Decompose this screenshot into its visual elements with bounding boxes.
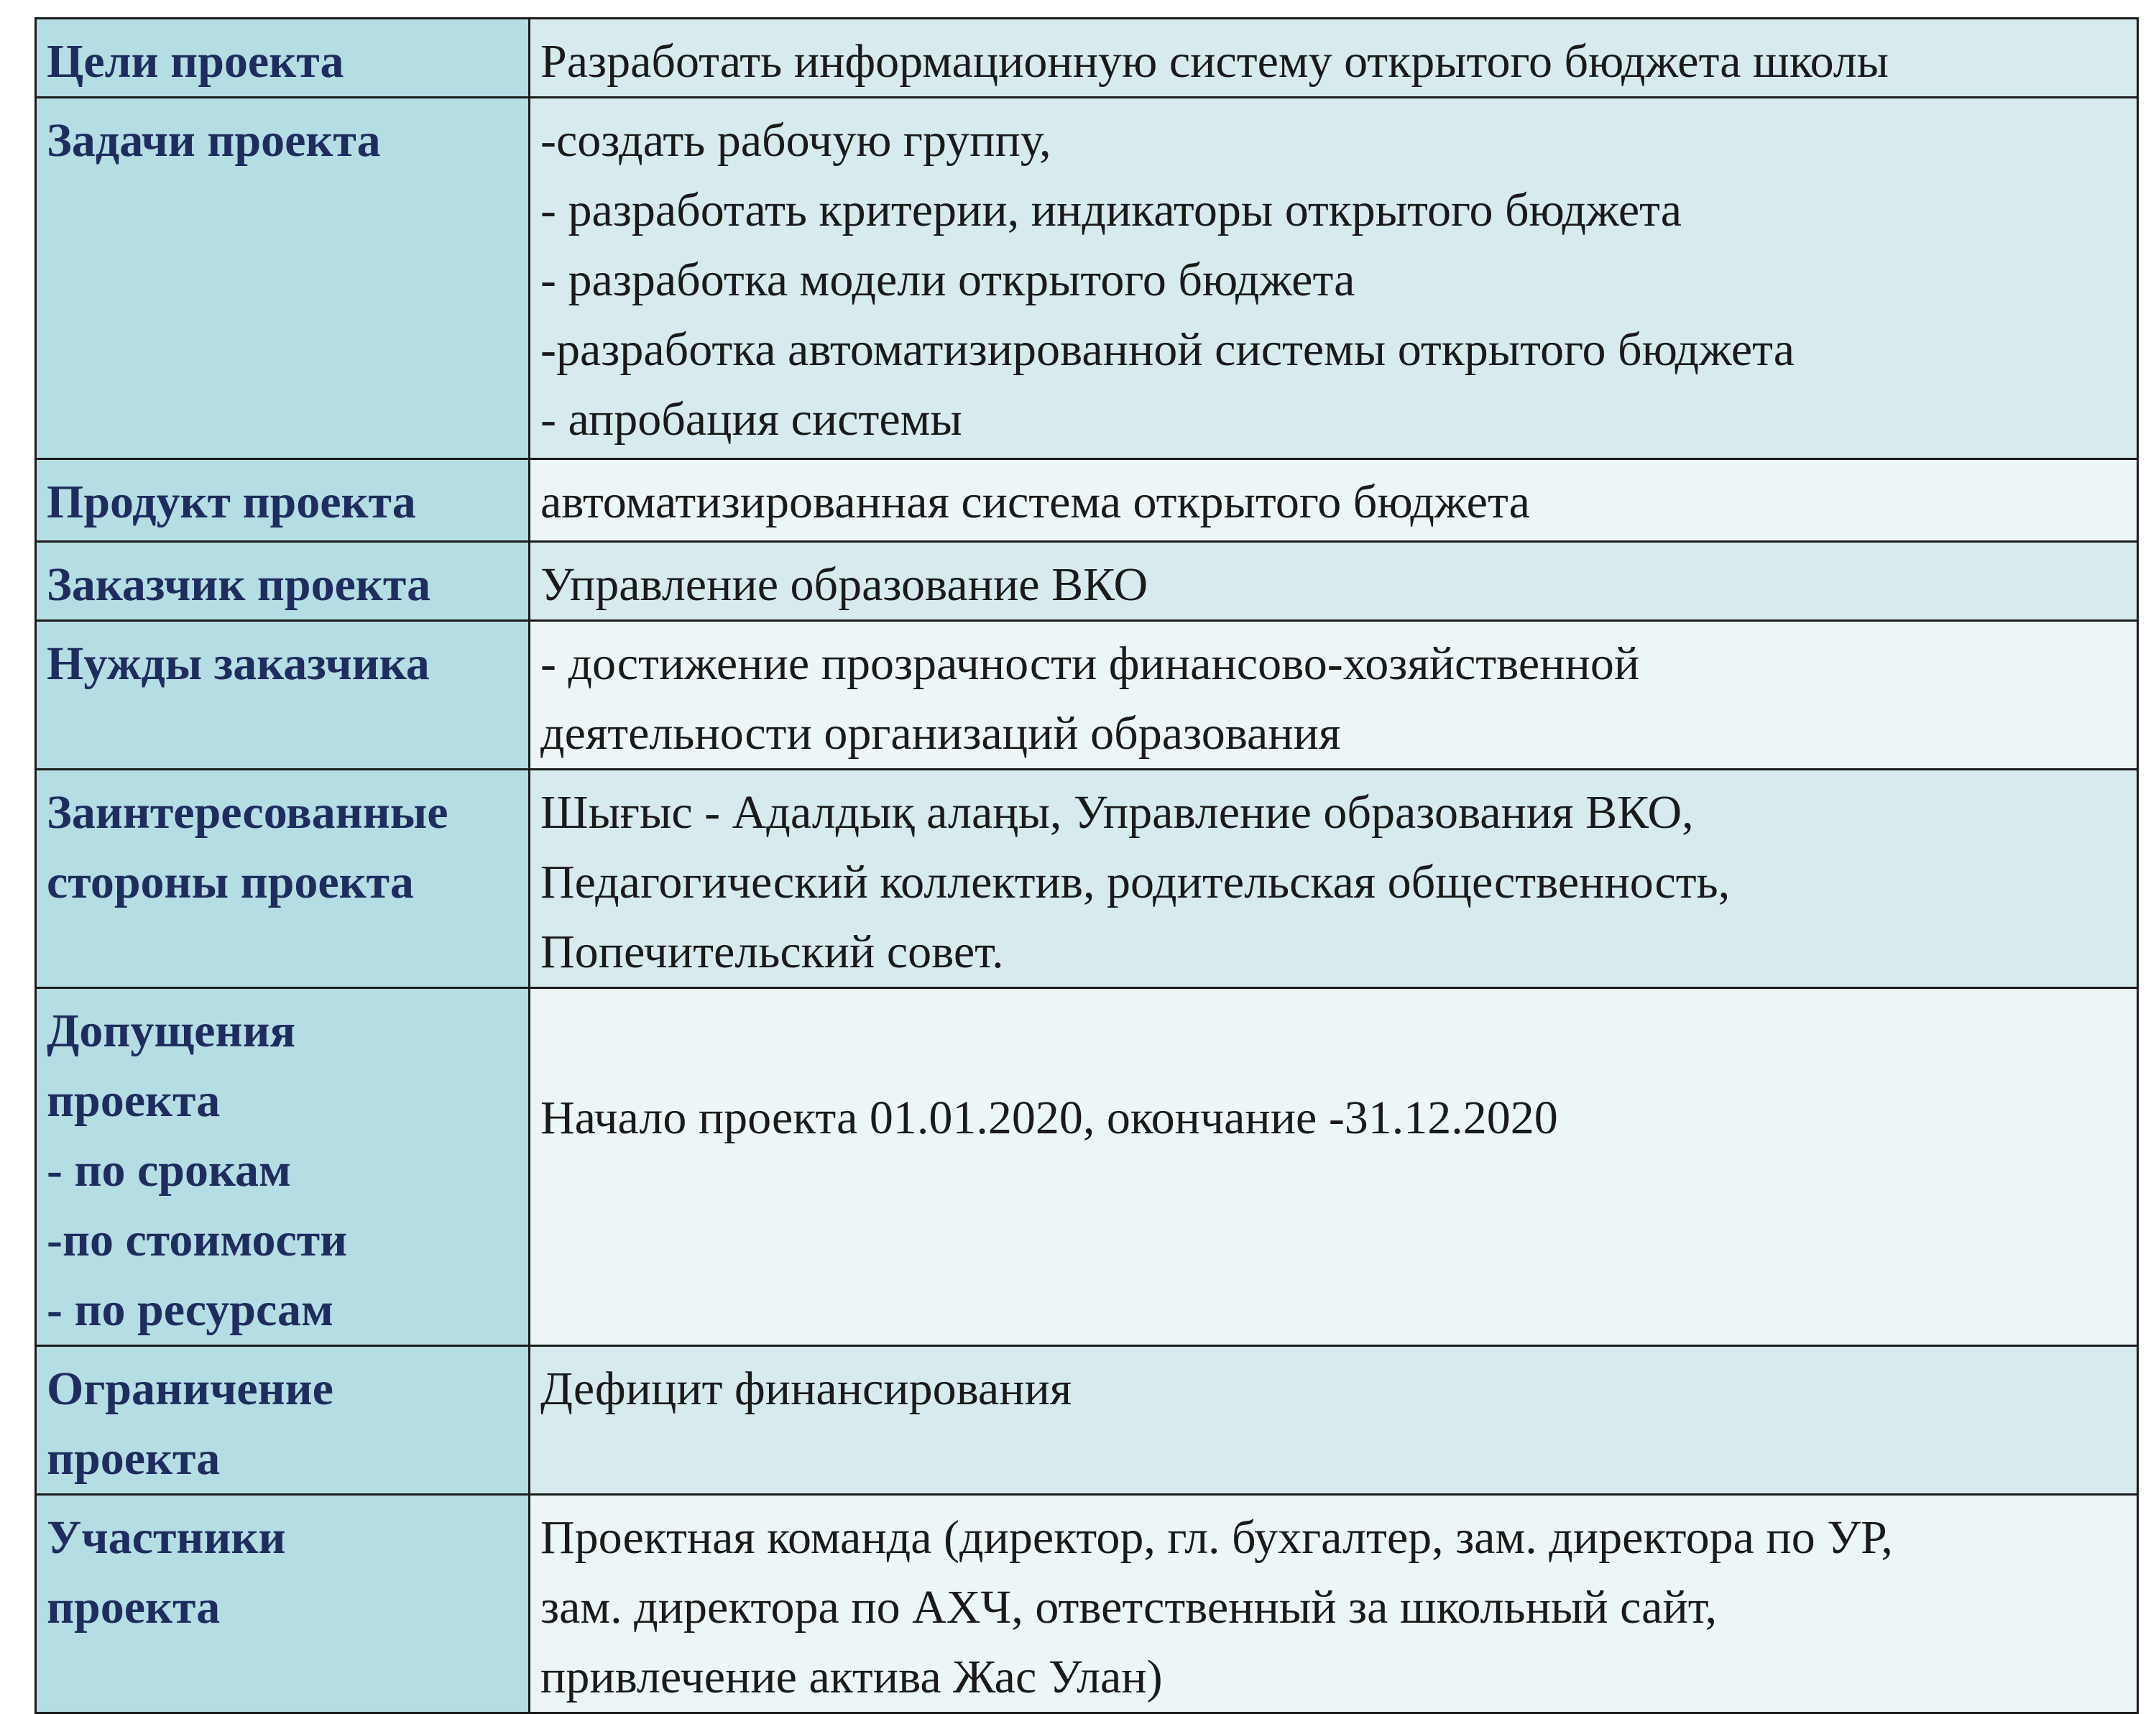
value-line: -разработка автоматизированной системы открытого бюджета	[540, 323, 1795, 376]
table-row	[36, 1495, 2138, 1713]
label-line: Цели проекта	[47, 35, 344, 88]
label-line: Допущения	[47, 1005, 296, 1057]
value-line: автоматизированная система открытого бюджета	[540, 476, 1530, 528]
row-label-goals	[36, 19, 530, 98]
row-value-participants	[530, 1495, 2138, 1713]
row-label-tasks	[36, 98, 530, 459]
label-line: проекта	[47, 1074, 221, 1127]
value-line: Управление образование ВКО	[540, 558, 1148, 611]
row-label-product	[36, 459, 530, 542]
row-label-participants	[36, 1495, 530, 1713]
value-line: Попечительский совет.	[540, 926, 1004, 978]
row-value-tasks	[530, 98, 2138, 459]
value-line: деятельности организаций образования	[540, 707, 1341, 760]
value-line: Начало проекта 01.01.2020, окончание -31.12.2020	[540, 1092, 1558, 1144]
value-line: - разработать критерии, индикаторы открытого бюджета	[540, 184, 1682, 236]
table-row	[36, 19, 2138, 98]
table-row	[36, 770, 2138, 988]
label-line: -по стоимости	[47, 1214, 348, 1266]
row-value-goals	[530, 19, 2138, 98]
row-label-assumptions	[36, 988, 530, 1346]
value-line: Дефицит финансирования	[540, 1363, 1072, 1415]
row-value-customer	[530, 542, 2138, 621]
label-line: Продукт проекта	[47, 476, 416, 528]
label-line: Заинтересованные	[47, 786, 448, 839]
row-label-needs	[36, 621, 530, 770]
value-line: Проектная команда (директор, гл. бухгалтер, зам. директора по УР,	[540, 1511, 1893, 1564]
row-value-stakeholders	[530, 770, 2138, 988]
label-line: Задачи проекта	[47, 114, 381, 167]
row-label-stakeholders	[36, 770, 530, 988]
value-line: - апробация системы	[540, 393, 962, 446]
label-line: Заказчик проекта	[47, 558, 431, 611]
row-value-assumptions	[530, 988, 2138, 1346]
value-line: Разработать информационную систему открытого бюджета школы	[540, 35, 1889, 88]
value-line: - разработка модели открытого бюджета	[540, 254, 1355, 306]
row-label-constraints	[36, 1346, 530, 1495]
label-line: Ограничение	[47, 1363, 333, 1415]
row-value-constraints	[530, 1346, 2138, 1495]
value-line: зам. директора по АХЧ, ответственный за школьный сайт,	[540, 1581, 1718, 1634]
table-row	[36, 542, 2138, 621]
label-line: Нужды заказчика	[47, 637, 430, 690]
table-row	[36, 459, 2138, 542]
value-line: Педагогический коллектив, родительская общественность,	[540, 856, 1731, 908]
value-line: - достижение прозрачности финансово-хозяйственной	[540, 637, 1640, 690]
table-row	[36, 98, 2138, 459]
project-passport-table	[34, 17, 2139, 1714]
table-row	[36, 621, 2138, 770]
label-line: - по срокам	[47, 1144, 291, 1197]
label-line: проекта	[47, 1581, 221, 1634]
label-line: - по ресурсам	[47, 1284, 333, 1336]
value-line: привлечение актива Жас Улан)	[540, 1651, 1163, 1703]
table-row	[36, 988, 2138, 1346]
value-line: Шығыс - Адалдық алаңы, Управление образования ВКО,	[540, 786, 1694, 839]
row-value-product	[530, 459, 2138, 542]
table-row	[36, 1346, 2138, 1495]
label-line: Участники	[47, 1511, 286, 1564]
row-value-needs	[530, 621, 2138, 770]
row-label-customer	[36, 542, 530, 621]
label-line: стороны проекта	[47, 856, 414, 908]
label-line: проекта	[47, 1432, 221, 1485]
value-line: -создать рабочую группу,	[540, 114, 1051, 167]
